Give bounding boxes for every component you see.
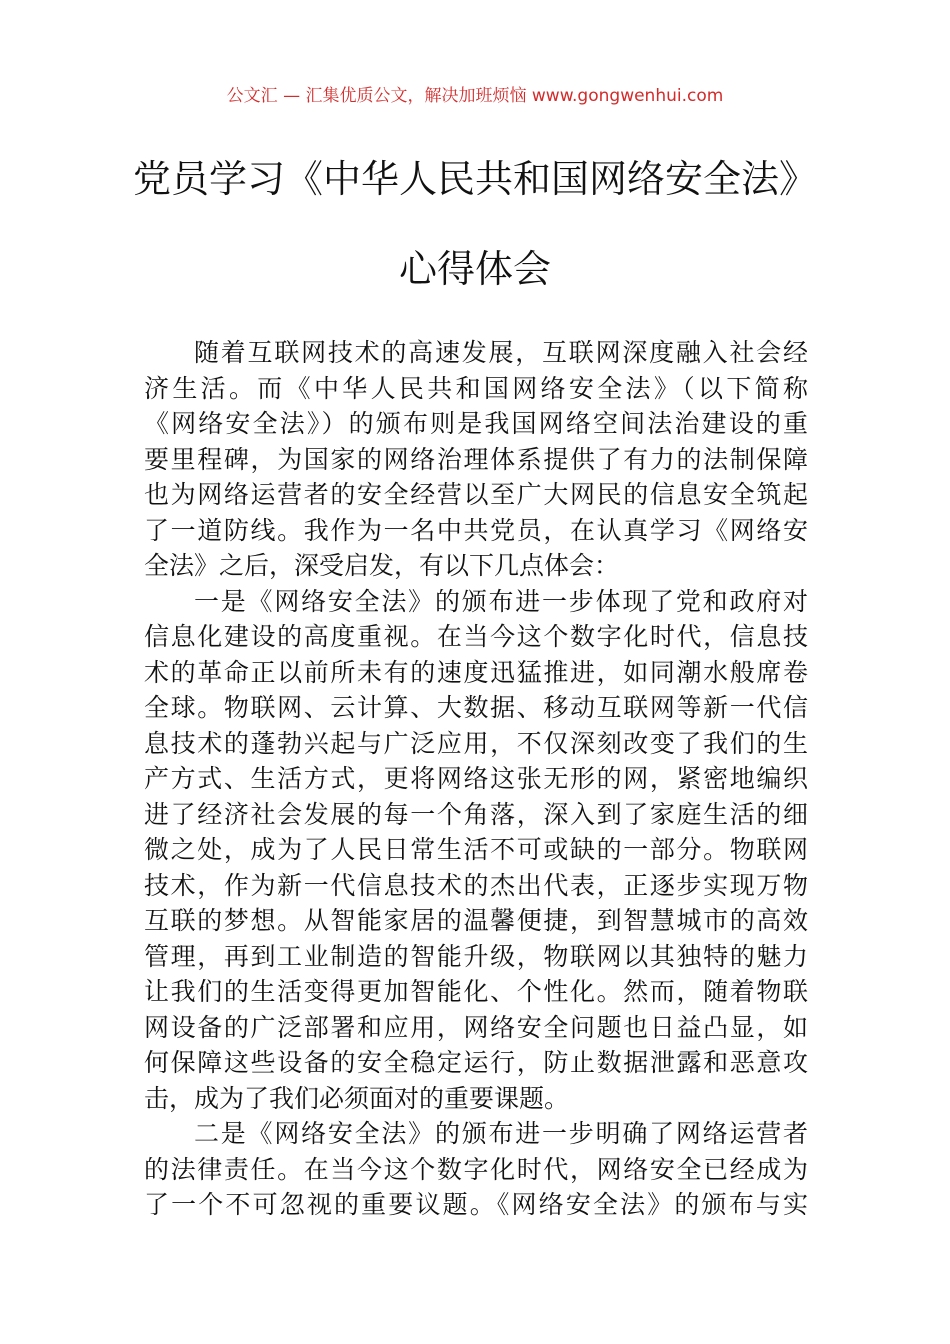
body-line: 产方式、生活方式，更将网络这张无形的网，紧密地编织 [144, 764, 808, 793]
body-line: 了一个不可忽视的重要议题。《网络安全法》的颁布与实 [144, 1190, 808, 1219]
body-line: 全法》之后，深受启发，有以下几点体会： [144, 551, 620, 580]
body-line: 《网络安全法》）的颁布则是我国网络空间法治建设的重 [144, 409, 808, 438]
body-line: 技术，作为新一代信息技术的杰出代表，正逐步实现万物 [144, 870, 808, 900]
body-line: 微之处，成为了人民日常生活不可或缺的一部分。物联网 [144, 835, 808, 864]
body-line: 随着互联网技术的高速发展，互联网深度融入社会经 [194, 338, 808, 367]
document-title-line-2: 心得体会 [398, 247, 551, 291]
body-line: 击，成为了我们必须面对的重要课题。 [144, 1083, 570, 1113]
document-body [144, 335, 808, 1223]
header-banner: 公文汇 — 汇集优质公文，解决加班烦恼 www.gongwenhui.com [226, 86, 724, 106]
body-line: 要里程碑，为国家的网络治理体系提供了有力的法制保障 [144, 444, 808, 474]
body-line: 也为网络运营者的安全经营以至广大网民的信息安全筑起 [144, 480, 808, 509]
body-line: 让我们的生活变得更加智能化、个性化。然而，随着物联 [144, 977, 808, 1006]
body-line: 二是《网络安全法》的颁布进一步明确了网络运营者 [194, 1119, 808, 1148]
document-title-line-1: 党员学习《中华人民共和国网络安全法》 [132, 157, 817, 201]
body-line: 网设备的广泛部署和应用，网络安全问题也日益凸显，如 [144, 1012, 808, 1042]
body-line: 了一道防线。我作为一名中共党员，在认真学习《网络安 [144, 515, 808, 545]
body-line: 息技术的蓬勃兴起与广泛应用，不仅深刻改变了我们的生 [144, 728, 808, 758]
body-line: 济生活。而《中华人民共和国网络安全法》（以下简称 [144, 373, 808, 403]
body-line: 一是《网络安全法》的颁布进一步体现了党和政府对 [194, 586, 808, 616]
body-line: 进了经济社会发展的每一个角落，深入到了家庭生活的细 [144, 799, 808, 829]
body-line: 管理，再到工业制造的智能升级，物联网以其独特的魅力 [144, 941, 808, 971]
body-line: 互联的梦想。从智能家居的温馨便捷，到智慧城市的高效 [144, 906, 808, 935]
body-line: 术的革命正以前所未有的速度迅猛推进，如同潮水般席卷 [144, 657, 808, 687]
body-line: 何保障这些设备的安全稳定运行，防止数据泄露和恶意攻 [144, 1048, 808, 1077]
body-line: 全球。物联网、云计算、大数据、移动互联网等新一代信 [144, 693, 808, 722]
body-line: 的法律责任。在当今这个数字化时代，网络安全已经成为 [144, 1154, 808, 1184]
body-line: 信息化建设的高度重视。在当今这个数字化时代，信息技 [144, 622, 808, 651]
